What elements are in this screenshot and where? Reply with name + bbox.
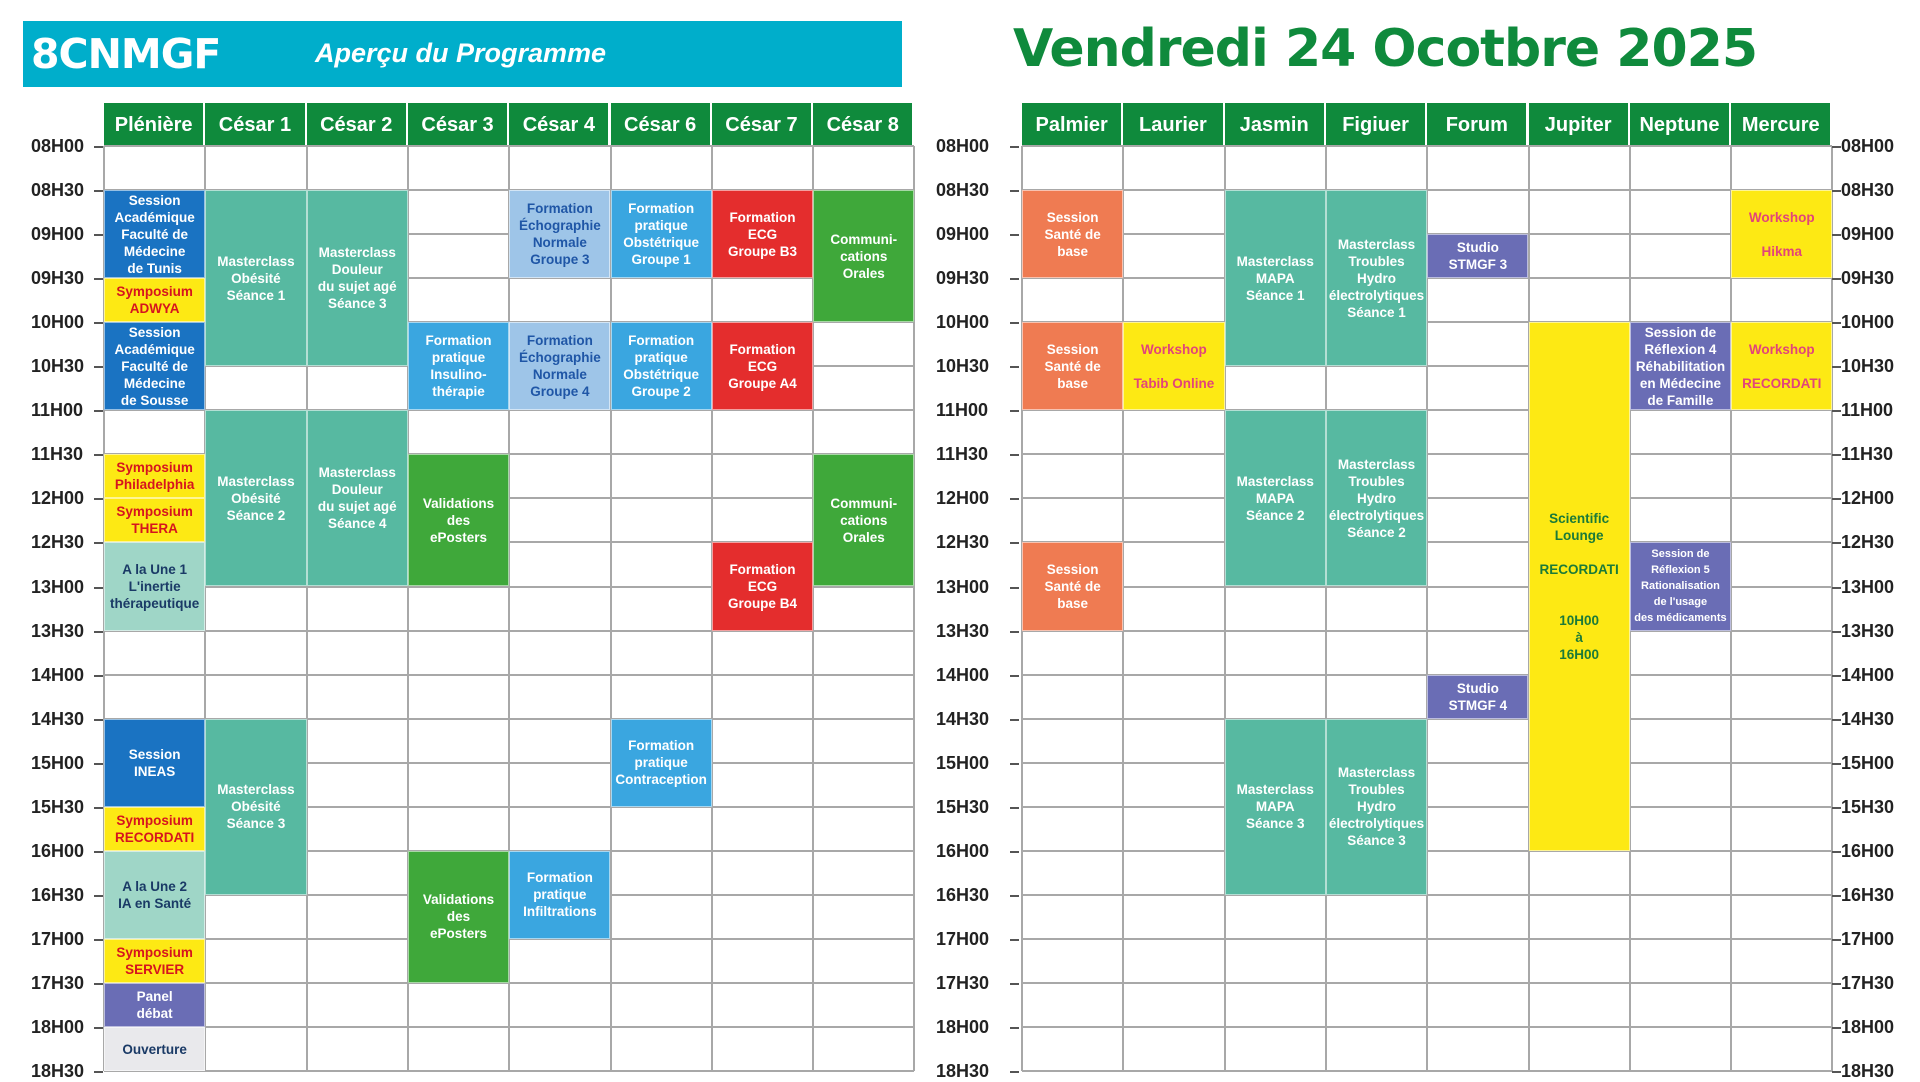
time-label: 10H30	[31, 356, 85, 377]
time-label: 13H00	[936, 576, 990, 597]
time-tick	[1832, 278, 1841, 280]
session-block[interactable]: Symposium SERVIER	[104, 939, 205, 983]
time-label: 16H30	[936, 884, 990, 905]
time-label: 16H00	[31, 840, 85, 861]
time-label: 12H30	[1841, 532, 1895, 553]
time-label: 12H00	[31, 488, 85, 509]
time-label: 15H00	[936, 752, 990, 773]
time-label: 14H00	[1841, 664, 1895, 685]
session-block[interactable]: Formation pratique Obstétrique Groupe 1	[611, 190, 712, 278]
time-tick	[94, 322, 103, 324]
time-label: 08H30	[1841, 180, 1895, 201]
time-tick	[94, 498, 103, 500]
time-tick	[1832, 895, 1841, 897]
time-label: 18H00	[31, 1017, 85, 1037]
room-header-pl-ni-re: Plénière	[104, 103, 205, 147]
program-date: Vendredi 24 Ocotbre 2025	[1012, 19, 1757, 79]
room-header-forum: Forum	[1427, 103, 1528, 147]
time-tick	[94, 1027, 103, 1029]
time-tick	[94, 763, 103, 765]
time-tick	[94, 675, 103, 677]
session-block[interactable]: Validations des ePosters	[408, 851, 509, 983]
session-block[interactable]: Workshop Tabib Online	[1123, 322, 1224, 410]
session-block[interactable]: Masterclass Obésité Séance 1	[205, 190, 306, 366]
session-block[interactable]: Masterclass Obésité Séance 3	[205, 719, 306, 895]
time-tick	[1832, 190, 1841, 192]
session-block[interactable]: Session Académique Faculté de Médecine de Sousse	[104, 322, 205, 410]
time-tick	[1832, 719, 1841, 721]
session-block[interactable]: Symposium THERA	[104, 498, 205, 542]
time-tick	[94, 542, 103, 544]
time-label: 16H30	[1841, 884, 1895, 905]
session-block[interactable]: Session de Réflexion 4 Réhabilitation en Médecine de Famille	[1630, 322, 1731, 410]
time-label: 08H30	[936, 180, 990, 201]
time-label: 13H30	[936, 620, 990, 641]
time-tick	[1010, 675, 1019, 677]
room-header-jupiter: Jupiter	[1529, 103, 1630, 147]
time-tick	[94, 631, 103, 633]
session-block[interactable]: Session Santé de base	[1022, 322, 1123, 410]
time-tick	[1832, 763, 1841, 765]
time-label: 14H00	[31, 664, 85, 685]
session-block[interactable]: Masterclass MAPA Séance 3	[1225, 719, 1326, 895]
session-block[interactable]: Formation pratique Infiltrations	[509, 851, 610, 939]
session-block[interactable]: Symposium ADWYA	[104, 278, 205, 322]
time-tick	[94, 807, 103, 809]
time-tick	[1832, 939, 1841, 941]
time-tick	[94, 1071, 103, 1073]
session-block[interactable]: Masterclass Troubles Hydro électrolytiques Séance 1	[1326, 190, 1427, 366]
room-header-c-sar-4: César 4	[509, 103, 610, 147]
session-block[interactable]: Studio STMGF 4	[1427, 675, 1528, 719]
session-block[interactable]: Session de Réflexion 5 Rationalisation de l'usage des médicaments	[1630, 542, 1731, 630]
session-block[interactable]: Session INEAS	[104, 719, 205, 807]
time-tick	[1832, 366, 1841, 368]
time-label: 14H30	[31, 708, 85, 729]
time-label: 10H30	[936, 356, 990, 377]
time-tick	[1010, 719, 1019, 721]
time-label: 16H00	[936, 840, 990, 861]
time-tick	[94, 851, 103, 853]
time-tick	[1832, 454, 1841, 456]
time-tick	[1010, 939, 1019, 941]
time-tick	[1010, 190, 1019, 192]
session-block[interactable]: Formation Échographie Normale Groupe 3	[509, 190, 610, 278]
time-tick	[1010, 807, 1019, 809]
time-tick	[1010, 498, 1019, 500]
time-tick	[1832, 322, 1841, 324]
time-tick	[1010, 895, 1019, 897]
session-block[interactable]: Masterclass Troubles Hydro électrolytiques Séance 2	[1326, 410, 1427, 586]
grid-line	[1831, 146, 1833, 1071]
time-tick	[94, 190, 103, 192]
congress-logo: 8CNMGF	[31, 30, 221, 78]
time-tick	[94, 278, 103, 280]
time-label: 10H00	[936, 312, 990, 333]
time-tick	[1010, 366, 1019, 368]
time-tick	[1832, 983, 1841, 985]
room-header-c-sar-7: César 7	[712, 103, 813, 147]
time-label: 11H30	[1841, 444, 1894, 465]
session-block[interactable]: Formation ECG Groupe A4	[712, 322, 813, 410]
time-label: 15H30	[1841, 796, 1895, 817]
session-block[interactable]: Panel débat	[104, 983, 205, 1027]
time-label: 08H00	[936, 136, 990, 156]
time-label: 13H30	[31, 620, 85, 641]
session-block[interactable]: Workshop Hikma	[1731, 190, 1832, 278]
time-label: 12H00	[936, 488, 990, 509]
time-label: 10H00	[31, 312, 85, 333]
time-label: 15H00	[1841, 752, 1895, 773]
time-tick	[1010, 587, 1019, 589]
time-tick	[1010, 146, 1019, 148]
time-label: 17H30	[31, 972, 85, 993]
time-label: 11H00	[936, 400, 989, 421]
time-label: 17H30	[936, 972, 990, 993]
room-header-mercure: Mercure	[1731, 103, 1832, 147]
time-label: 11H30	[31, 444, 84, 465]
time-label: 09H00	[936, 224, 990, 245]
room-header-jasmin: Jasmin	[1225, 103, 1326, 147]
time-label: 18H30	[1841, 1061, 1895, 1082]
session-block[interactable]: Formation pratique Contraception	[611, 719, 712, 807]
time-tick	[1832, 234, 1841, 236]
time-label: 18H00	[1841, 1017, 1895, 1037]
time-tick	[1832, 1027, 1841, 1029]
session-block[interactable]: Session Académique Faculté de Médecine de Tunis	[104, 190, 205, 278]
time-tick	[1832, 542, 1841, 544]
time-label: 09H30	[1841, 268, 1895, 289]
session-block[interactable]: Studio STMGF 3	[1427, 234, 1528, 278]
time-tick	[1832, 587, 1841, 589]
session-block[interactable]: Masterclass Douleur du sujet agé Séance 3	[307, 190, 408, 366]
time-tick	[1010, 322, 1019, 324]
session-block[interactable]: Formation pratique Insulino- thérapie	[408, 322, 509, 410]
time-label: 09H30	[936, 268, 990, 289]
time-tick	[1010, 410, 1019, 412]
time-tick	[1010, 1071, 1019, 1073]
session-block[interactable]: Masterclass Douleur du sujet agé Séance 4	[307, 410, 408, 586]
session-block[interactable]: Symposium Philadelphia	[104, 454, 205, 498]
session-block[interactable]: A la Une 1 L'inertie thérapeutique	[104, 542, 205, 630]
session-block[interactable]: Symposium RECORDATI	[104, 807, 205, 851]
time-tick	[1010, 763, 1019, 765]
time-label: 12H00	[1841, 488, 1895, 509]
time-label: 17H00	[936, 928, 990, 949]
time-label: 12H30	[936, 532, 990, 553]
time-tick	[1832, 807, 1841, 809]
session-block[interactable]: Ouverture	[104, 1027, 205, 1071]
time-label: 18H00	[936, 1017, 990, 1037]
session-block[interactable]: Session Santé de base	[1022, 190, 1123, 278]
session-block[interactable]: Workshop RECORDATI	[1731, 322, 1832, 410]
room-header-c-sar-6: César 6	[611, 103, 712, 147]
time-tick	[1832, 146, 1841, 148]
time-label: 15H00	[31, 752, 85, 773]
session-block[interactable]: Masterclass Troubles Hydro électrolytiques Séance 3	[1326, 719, 1427, 895]
time-label: 08H30	[31, 180, 85, 201]
time-label: 16H30	[31, 884, 85, 905]
time-label: 11H00	[1841, 400, 1894, 421]
session-block[interactable]: Validations des ePosters	[408, 454, 509, 586]
time-label: 14H30	[936, 708, 990, 729]
time-label: 08H00	[1841, 136, 1895, 156]
session-block[interactable]: Masterclass MAPA Séance 1	[1225, 190, 1326, 366]
time-label: 14H00	[936, 664, 990, 685]
room-header-c-sar-1: César 1	[205, 103, 306, 147]
time-label: 13H30	[1841, 620, 1895, 641]
time-tick	[94, 587, 103, 589]
session-block[interactable]: Communi- cations Orales	[813, 454, 914, 586]
time-label: 13H00	[1841, 576, 1895, 597]
time-tick	[1832, 675, 1841, 677]
title-banner	[23, 21, 902, 87]
room-header-laurier: Laurier	[1123, 103, 1224, 147]
time-label: 09H30	[31, 268, 85, 289]
time-tick	[1832, 1071, 1841, 1073]
time-tick	[1832, 631, 1841, 633]
room-header-palmier: Palmier	[1022, 103, 1123, 147]
room-header-neptune: Neptune	[1630, 103, 1731, 147]
time-tick	[94, 895, 103, 897]
time-label: 14H30	[1841, 708, 1895, 729]
time-tick	[94, 146, 103, 148]
time-tick	[1010, 454, 1019, 456]
time-tick	[94, 454, 103, 456]
time-label: 18H30	[31, 1061, 85, 1082]
session-block[interactable]: Session Santé de base	[1022, 542, 1123, 630]
time-tick	[94, 983, 103, 985]
time-label: 17H00	[1841, 928, 1895, 949]
time-label: 09H00	[1841, 224, 1895, 245]
time-tick	[94, 410, 103, 412]
room-header-c-sar-2: César 2	[307, 103, 408, 147]
time-label: 12H30	[31, 532, 85, 553]
time-label: 09H00	[31, 224, 85, 245]
session-block[interactable]: Formation ECG Groupe B4	[712, 542, 813, 630]
program-subtitle: Aperçu du Programme	[315, 38, 607, 68]
time-tick	[1010, 631, 1019, 633]
session-block[interactable]: Formation pratique Obstétrique Groupe 2	[611, 322, 712, 410]
session-block[interactable]: Formation ECG Groupe B3	[712, 190, 813, 278]
room-header-c-sar-3: César 3	[408, 103, 509, 147]
time-tick	[94, 719, 103, 721]
time-label: 10H00	[1841, 312, 1895, 333]
time-tick	[1832, 498, 1841, 500]
time-label: 11H30	[936, 444, 989, 465]
time-tick	[1010, 851, 1019, 853]
time-tick	[1010, 278, 1019, 280]
time-label: 17H00	[31, 928, 85, 949]
session-block[interactable]: Scientific Lounge RECORDATI 10H00 à 16H00	[1529, 322, 1630, 851]
time-label: 15H30	[936, 796, 990, 817]
session-block[interactable]: Formation Échographie Normale Groupe 4	[509, 322, 610, 410]
time-tick	[94, 234, 103, 236]
time-label: 10H30	[1841, 356, 1895, 377]
time-tick	[94, 939, 103, 941]
time-tick	[1832, 851, 1841, 853]
time-label: 11H00	[31, 400, 84, 421]
time-tick	[1010, 234, 1019, 236]
session-block[interactable]: Communi- cations Orales	[813, 190, 914, 322]
room-header-c-sar-8: César 8	[813, 103, 914, 147]
time-label: 15H30	[31, 796, 85, 817]
time-tick	[1832, 410, 1841, 412]
session-block[interactable]: Masterclass MAPA Séance 2	[1225, 410, 1326, 586]
time-label: 18H30	[936, 1061, 990, 1082]
time-label: 08H00	[31, 136, 85, 156]
time-label: 13H00	[31, 576, 85, 597]
time-tick	[1010, 1027, 1019, 1029]
time-tick	[1010, 542, 1019, 544]
session-block[interactable]: Masterclass Obésité Séance 2	[205, 410, 306, 586]
time-label: 17H30	[1841, 972, 1895, 993]
time-tick	[1010, 983, 1019, 985]
time-label: 16H00	[1841, 840, 1895, 861]
time-tick	[94, 366, 103, 368]
room-header-figiuer: Figiuer	[1326, 103, 1427, 147]
session-block[interactable]: A la Une 2 IA en Santé	[104, 851, 205, 939]
